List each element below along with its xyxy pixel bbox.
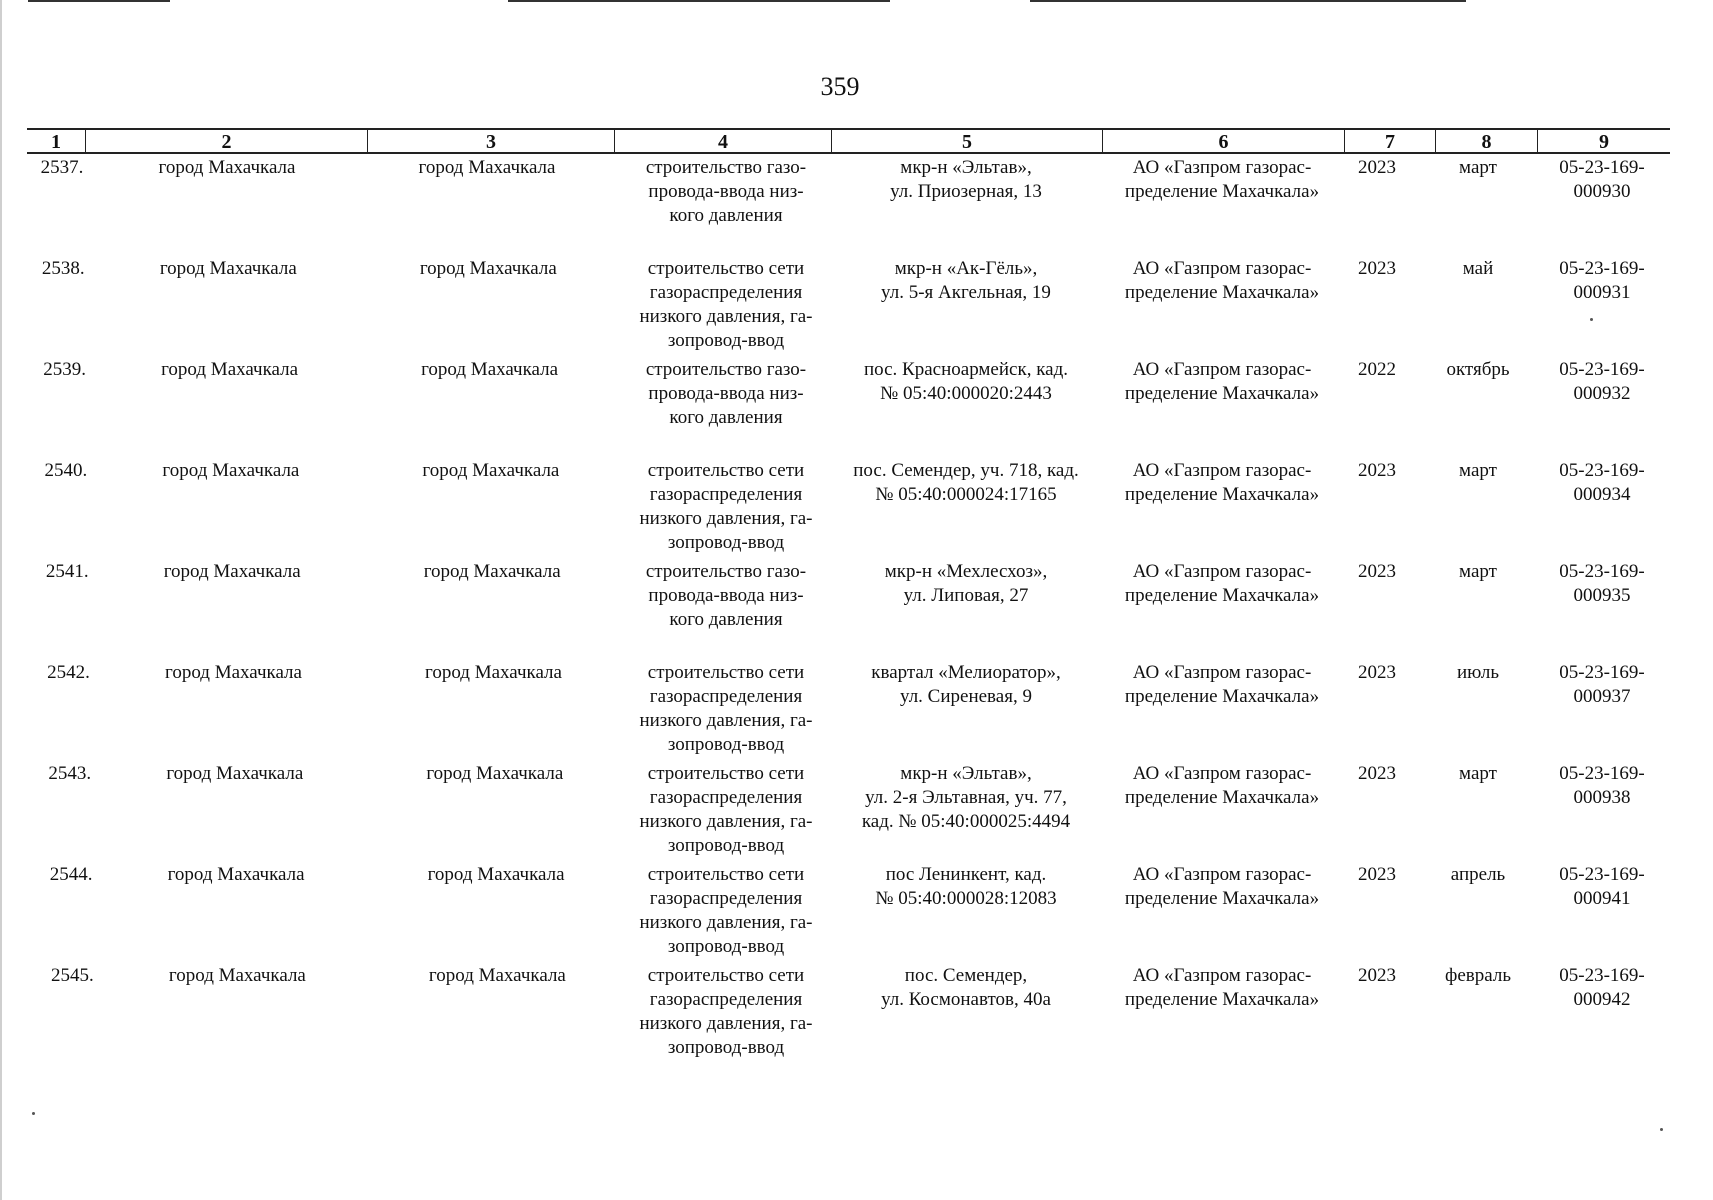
settlement-name: город Махачкала (423, 561, 561, 582)
year-value: 2023 (1358, 157, 1396, 178)
registry-code: 05-23-169- 000931 (1559, 258, 1645, 303)
year-value: 2023 (1358, 965, 1396, 986)
page-number: 359 (820, 72, 860, 101)
table-row (27, 154, 1670, 255)
work-description: строительство сети газораспределения низкого давления, га- зопровод-ввод (639, 965, 813, 1058)
column-number: 8 (1435, 130, 1537, 152)
company-name: АО «Газпром газорас- пределение Махачкала» (1124, 864, 1320, 909)
object-address: мкр-н «Эльтав», ул. 2-я Эльтавная, уч. 77, кад. № 05:40:000025:4494 (861, 763, 1071, 832)
month-value: октябрь (1446, 359, 1510, 380)
settlement-name: город Махачкала (418, 157, 556, 178)
year-value: 2023 (1358, 561, 1396, 582)
company-name: АО «Газпром газорас- пределение Махачкала» (1124, 157, 1320, 202)
object-address: мкр-н «Мехлесхоз», ул. Липовая, 27 (884, 561, 1048, 606)
month-value: апрель (1450, 864, 1506, 885)
column-number: 5 (831, 130, 1102, 152)
settlement-name: город Махачкала (427, 864, 565, 885)
work-description: строительство газо- провода-ввода низ- кого давления (645, 157, 807, 226)
column-number: 6 (1102, 130, 1344, 152)
month-value: май (1462, 258, 1494, 279)
row-number: 2544. (49, 864, 93, 885)
year-value: 2023 (1358, 662, 1396, 683)
year-value: 2023 (1358, 460, 1396, 481)
month-value: март (1459, 460, 1497, 481)
company-name: АО «Газпром газорас- пределение Махачкала» (1124, 662, 1320, 707)
column-number: 2 (85, 130, 367, 152)
district-name: город Махачкала (166, 763, 304, 784)
company-name: АО «Газпром газорас- пределение Махачкала» (1124, 561, 1320, 606)
table-row (27, 457, 1670, 558)
scan-speck (1590, 318, 1593, 321)
object-address: пос Ленинкент, кад. № 05:40:000028:12083 (875, 864, 1057, 909)
company-name: АО «Газпром газорас- пределение Махачкала» (1124, 359, 1320, 404)
district-name: город Махачкала (159, 258, 297, 279)
settlement-name: город Махачкала (428, 965, 566, 986)
row-number: 2542. (47, 662, 90, 683)
registry-code: 05-23-169- 000941 (1559, 864, 1645, 909)
work-description: строительство сети газораспределения низкого давления, га- зопровод-ввод (639, 763, 813, 856)
company-name: АО «Газпром газорас- пределение Махачкала» (1124, 258, 1320, 303)
month-value: июль (1456, 662, 1500, 683)
row-number: 2541. (45, 561, 89, 582)
row-number: 2539. (43, 359, 86, 380)
year-value: 2023 (1358, 864, 1396, 885)
row-number: 2540. (44, 460, 88, 481)
registry-code: 05-23-169- 000932 (1559, 359, 1645, 404)
scan-top-line-center (508, 0, 890, 2)
registry-code: 05-23-169- 000930 (1559, 157, 1645, 202)
table-row (27, 760, 1670, 861)
scan-speck (32, 1112, 35, 1115)
district-name: город Махачкала (163, 561, 301, 582)
object-address: квартал «Мелиоратор», ул. Сиреневая, 9 (871, 662, 1061, 707)
scan-left-edge (0, 0, 2, 1200)
district-name: город Махачкала (167, 864, 305, 885)
registry-code: 05-23-169- 000934 (1559, 460, 1645, 505)
registry-code: 05-23-169- 000937 (1559, 662, 1645, 707)
row-number: 2538. (41, 258, 85, 279)
district-name: город Махачкала (168, 965, 306, 986)
work-description: строительство сети газораспределения низкого давления, га- зопровод-ввод (639, 864, 813, 957)
work-description: строительство газо- провода-ввода низ- кого давления (645, 561, 807, 630)
object-address: пос. Семендер, уч. 718, кад. № 05:40:000024:17165 (853, 460, 1079, 505)
row-number: 2543. (48, 763, 92, 784)
column-number: 7 (1344, 130, 1435, 152)
year-value: 2022 (1358, 359, 1396, 380)
work-description: строительство сети газораспределения низкого давления, га- зопровод-ввод (639, 662, 813, 755)
row-number: 2537. (40, 157, 84, 178)
table-row (27, 558, 1670, 659)
company-name: АО «Газпром газорас- пределение Махачкала» (1124, 965, 1320, 1010)
month-value: март (1459, 157, 1497, 178)
object-address: мкр-н «Эльтав», ул. Приозерная, 13 (890, 157, 1042, 202)
month-value: февраль (1445, 965, 1511, 986)
district-name: город Махачкала (162, 460, 300, 481)
district-name: город Махачкала (158, 157, 296, 178)
object-address: мкр-н «Ак-Гёль», ул. 5-я Акгельная, 19 (881, 258, 1051, 303)
registry-code: 05-23-169- 000938 (1559, 763, 1645, 808)
district-name: город Махачкала (161, 359, 299, 380)
table-row (27, 861, 1670, 962)
column-number: 3 (367, 130, 614, 152)
settlement-name: город Махачкала (426, 763, 564, 784)
table-row (27, 255, 1670, 356)
object-address: пос. Семендер, ул. Космонавтов, 40а (881, 965, 1051, 1010)
work-description: строительство газо- провода-ввода низ- кого давления (645, 359, 807, 428)
settlement-name: город Махачкала (419, 258, 557, 279)
table-row (27, 659, 1670, 760)
month-value: март (1459, 561, 1497, 582)
column-number: 1 (51, 131, 61, 153)
registry-code: 05-23-169- 000942 (1559, 965, 1645, 1010)
table-column-header (27, 128, 1670, 154)
row-number: 2545. (51, 965, 94, 986)
object-address: пос. Красноармейск, кад. № 05:40:000020:2443 (863, 359, 1068, 404)
year-value: 2023 (1358, 258, 1396, 279)
work-description: строительство сети газораспределения низкого давления, га- зопровод-ввод (639, 460, 813, 553)
table-row (27, 962, 1670, 1063)
scan-speck (1660, 1128, 1663, 1131)
scan-top-line-left (28, 0, 170, 2)
table-row (27, 356, 1670, 457)
settlement-name: город Махачкала (421, 359, 559, 380)
year-value: 2023 (1358, 763, 1396, 784)
district-name: город Махачкала (165, 662, 302, 683)
table-body (27, 154, 1670, 1063)
column-number: 4 (614, 130, 831, 152)
registry-code: 05-23-169- 000935 (1559, 561, 1645, 606)
settlement-name: город Махачкала (425, 662, 562, 683)
work-description: строительство сети газораспределения низкого давления, га- зопровод-ввод (639, 258, 813, 351)
scan-top-line-right (1030, 0, 1466, 2)
column-number: 9 (1537, 130, 1670, 152)
company-name: АО «Газпром газорас- пределение Махачкала» (1124, 763, 1320, 808)
month-value: март (1459, 763, 1497, 784)
company-name: АО «Газпром газорас- пределение Махачкала» (1124, 460, 1320, 505)
settlement-name: город Махачкала (422, 460, 560, 481)
